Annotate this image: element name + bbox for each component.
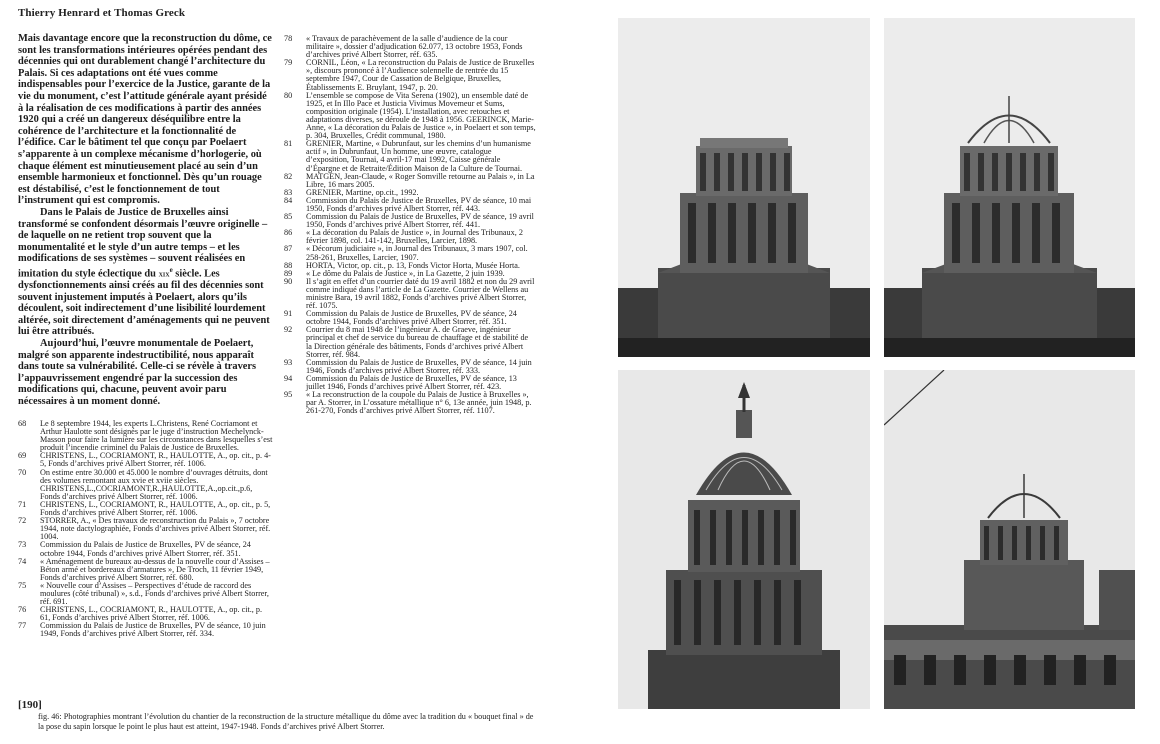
footnotes-right xyxy=(284,35,536,415)
footnote-text: Le 8 septembre 1944, les experts L.Christens, René Cocriamont et Arthur Haulotte sont désignés par le juge d’instruction Mechelynck-Masson pour faire la lumière sur les circonstances dans lesquelles s’est produit l’incendie criminel du Palais de Justice de Bruxelles. xyxy=(40,419,273,453)
footnote-number: 90 xyxy=(284,276,293,286)
footnote xyxy=(284,213,536,229)
footnote-number: 88 xyxy=(284,260,293,270)
footnote-text: CHRISTENS, L., COCRIAMONT, R., HAULOTTE, A., op. cit., p. 61, Fonds d’archives privé Albert Storrer, réf. 1006. xyxy=(40,605,263,623)
footnote-text: GRENIER, Martine, « Dubrunfaut, sur les chemins d’un humanisme actif », in Dubrunfaut, Un homme, une œuvre, catalogue d’exposition, Tournai, 4 avril-17 mai 1992, Caisse générale d’Épargne et de Retraite/Édition Maison de la Culture de Tournai. xyxy=(306,139,531,173)
footnote-number: 85 xyxy=(284,212,293,222)
footnote xyxy=(284,92,536,141)
footnote-number: 76 xyxy=(18,605,27,615)
footnote xyxy=(284,173,536,189)
footnote xyxy=(284,140,536,172)
footnote-text: Commission du Palais de Justice de Bruxelles, PV de séance, 10 juin 1949, Fonds d’archives privé Albert Storrer, réf. 334. xyxy=(40,621,266,639)
footnote-text: Il s’agit en effet d’un courrier daté du 19 avril 1882 et non du 29 avril comme indiqué dans l’article de La Gazette. Courrier de Wellens au ministre Bara, 19 avril 1882, Fonds d’archives privé Albert Storrer, réf. 1075. xyxy=(306,276,535,311)
footnote-text: On estime entre 30.000 et 45.000 le nombre d’ouvrages détruits, dont des volumes remontant aux xvie et xviie siècles. CHRISTENS,L.,COCRIAMONT,R.,HAULOTTE,A.,op.cit.,p.6, Fonds d’archives privé Albert Storrer, réf. 1006. xyxy=(40,467,268,501)
footnote-text: « La reconstruction de la coupole du Palais de Justice à Bruxelles », par A. Storrer, in L’ossature métallique n° 6, 13e année, juin 1948, p. 261-270, Fonds d’archives privé Albert Storrer, réf. 1107. xyxy=(306,390,532,416)
footnote-number: 77 xyxy=(18,621,27,631)
footnote-number: 83 xyxy=(284,187,293,197)
footnote-number: 78 xyxy=(284,34,293,43)
footnote xyxy=(18,452,273,468)
photo-dome-stage-3 xyxy=(618,370,870,709)
body-paragraph-2-end: siècle. Les dysfonctionnements ainsi créés au fil des décennies sont souvent injustement imputés à Poelaert, alors qu’ils découlent, soit indirectement d’une lisibilité lourdement altérée, soit directement d’aménagements qui ne peuvent lui être attribués. xyxy=(18,268,270,338)
footnote-number: 71 xyxy=(18,499,27,509)
footnote-text: HORTA, Victor, op. cit., p. 13, Fonds Victor Horta, Musée Horta. xyxy=(306,260,520,270)
footnote-number: 80 xyxy=(284,90,293,100)
footnote-number: 74 xyxy=(18,556,27,566)
footnote xyxy=(18,622,273,638)
footnote-text: « Le dôme du Palais de Justice », in La Gazette, 2 juin 1939. xyxy=(306,268,505,278)
footnote-number: 82 xyxy=(284,171,293,181)
footnote xyxy=(284,229,536,245)
footnote-number: 75 xyxy=(18,580,27,590)
footnote-text: Courrier du 8 mai 1948 de l’ingénieur A. de Graeve, ingénieur principal et chef de service du bureau de chauffage et de stabilité de la Direction générale des bâtiments, Fonds d’archives privé Albert Storrer, réf. 984. xyxy=(306,325,529,359)
footnote-text: CHRISTENS, L., COCRIAMONT, R., HAULOTTE, A., op. cit., p. 4-5, Fonds d’archives privé Albert Storrer, réf. 1006. xyxy=(40,451,271,469)
footnote-number: 69 xyxy=(18,451,27,461)
footnote-number: 93 xyxy=(284,357,293,367)
footnote-text: « Aménagement de bureaux au-dessus de la nouvelle cour d’Assises – Béton armé et bordereaux d’armatures », De Troch, 11 février 1949, Fonds d’archives privé Albert Storrer, réf. 680. xyxy=(40,556,270,582)
footnote-text: « Nouvelle cour d’Assises – Perspectives d’étude de raccord des moulures (côté tribunal) », s.d., Fonds d’archives privé Albert Storrer, réf. 691. xyxy=(40,580,269,607)
footnote xyxy=(284,59,536,91)
footnote xyxy=(284,35,536,59)
footnote-number: 86 xyxy=(284,228,293,238)
running-head: Thierry Henrard et Thomas Greck xyxy=(18,7,186,19)
footnote-text: « La décoration du Palais de Justice », in Journal des Tribunaux, 2 février 1898, col. 141-142, Bruxelles, Larcier, 1898. xyxy=(306,228,523,246)
footnote-text: MATGEN, Jean-Claude, « Roger Somville retourne au Palais », in La Libre, 16 mars 2005. xyxy=(306,171,535,189)
footnote-text: CORNIL, Léon, « La reconstruction du Palais de Justice de Bruxelles », discours prononcé à l’Audience solennelle de rentrée du 15 septembre 1947, Cour de Cassation de Belgique, Bruxelles, Établissements E. Bruylant, 1947, p. 20. xyxy=(306,58,535,92)
footnote-number: 94 xyxy=(284,373,293,383)
century-superscript: e xyxy=(169,265,173,274)
footnote-text: Commission du Palais de Justice de Bruxelles, PV de séance, 10 mai 1950, Fonds d’archives privé Albert Storrer, réf. 443. xyxy=(306,195,532,213)
photo-dome-stage-2 xyxy=(884,18,1135,357)
page-number: [190] xyxy=(18,699,42,711)
footnote-number: 70 xyxy=(18,467,27,477)
footnote-text: « Décorum judiciaire », in Journal des Tribunaux, 3 mars 1907, col. 258-261, Bruxelles, Larcier, 1907. xyxy=(306,244,528,262)
figure-caption: fig. 46: Photographies montrant l’évolution du chantier de la reconstruction de la structure métallique du dôme avec la tradition du « bouquet final » de la pose du sapin lorsque le point le plus haut est atteint, 1947-1948. Fonds d’archives privé Albert Storrer. xyxy=(38,712,534,731)
footnote-number: 79 xyxy=(284,58,293,68)
footnote xyxy=(18,582,273,606)
body-paragraph-1: Mais davantage encore que la reconstruction du dôme, ce sont les transformations intérieures opérées pendant des décennies qui ont durablement changé l’architecture du Palais. Si ces adaptations ont été vues comme indispensables pour l’exercice de la Justice, garante de la vie du monument, c’est l’attitude générale ayant présidé à la réalisation de ces modifications à partir des années 1920 qui a créé un dangereux déséquilibre entre la cohérence de l’architecture et la fonctionnalité de l’édifice. Car le bâtiment tel que conçu par Poelaert s’apparente à un complexe mécanisme d’horlogerie, où chaque élément est minutieusement placé au sein d’un ensemble harmonieux et fonctionnel. Dès qu’un rouage est déstabilisé, c’est le fonctionnement de tout l’instrument qui est compromis. xyxy=(18,33,272,207)
footnote xyxy=(18,606,273,622)
footnote-number: 72 xyxy=(18,516,27,526)
footnote-text: Commission du Palais de Justice de Bruxelles, PV de séance, 24 octobre 1944, Fonds d’archives privé Albert Storrer, réf. 351. xyxy=(306,309,517,327)
footnote-number: 89 xyxy=(284,268,293,278)
body-paragraph-3: Aujourd’hui, l’œuvre monumentale de Poelaert, malgré son apparente indestructibilité, nous apparaît dans toute sa vulnérabilité. Celle-ci se révèle à travers l’appauvrissement engendré par la succession des modifications qui, chacune, peuvent avoir paru nécessaires à un moment donné. xyxy=(18,337,257,407)
footnote xyxy=(284,310,536,326)
footnote xyxy=(284,197,536,213)
footnote-text: « Travaux de parachèvement de la salle d’audience de la cour militaire », dossier d’adjudication 62.077, 13 octobre 1953, Fonds d’archives privé Albert Storrer, réf. 635. xyxy=(306,34,523,60)
footnote-text: GRENIER, Martine, op.cit., 1992. xyxy=(306,187,419,197)
footnote xyxy=(18,469,273,501)
footnote-text: Commission du Palais de Justice de Bruxelles, PV de séance, 19 avril 1950, Fonds d’archives privé Albert Storrer, réf. 441. xyxy=(306,212,534,230)
footnote-number: 84 xyxy=(284,195,293,205)
footnote-number: 87 xyxy=(284,244,293,254)
footnote-number: 91 xyxy=(284,309,293,319)
footnote-number: 68 xyxy=(18,419,27,428)
century-numeral: xix xyxy=(158,268,170,279)
footnote xyxy=(284,278,536,310)
footnote xyxy=(18,420,273,452)
footnote-number: 92 xyxy=(284,325,293,335)
body-text xyxy=(18,33,273,407)
photo-dome-stage-4 xyxy=(884,370,1135,709)
footnote xyxy=(284,326,536,358)
footnote xyxy=(284,375,536,391)
footnote xyxy=(18,517,273,541)
footnote-text: Commission du Palais de Justice de Bruxelles, PV de séance, 24 octobre 1944, Fonds d’archives privé Albert Storrer, réf. 351. xyxy=(40,540,251,558)
footnote xyxy=(284,359,536,375)
footnote-text: L’ensemble se compose de Vita Serena (1902), un ensemble daté de 1925, et In Illo Pace et Justicia Vivimus Movemeur et Sums, composition originale (1954). L’installation, avec retouches et adaptations diverses, se déroule de 1948 à 1956. GEERINCK, Marie-Anne, « La décoration du Palais de Justice », in Poelaert et son temps, p. 304, Bruxelles, Crédit communal, 1980. xyxy=(306,90,536,141)
footnote xyxy=(18,558,273,582)
footnote xyxy=(284,391,536,415)
footnote xyxy=(18,541,273,557)
footnote xyxy=(18,501,273,517)
body-paragraph-2 xyxy=(18,207,273,338)
footnote xyxy=(284,245,536,261)
footnote-number: 73 xyxy=(18,540,27,550)
footnote-text: Commission du Palais de Justice de Bruxelles, PV de séance, 14 juin 1946, Fonds d’archives privé Albert Storrer, réf. 333. xyxy=(306,357,532,375)
footnote-text: CHRISTENS, L., COCRIAMONT, R., HAULOTTE, A., op. cit., p. 5, Fonds d’archives privé Albert Storrer, réf. 1006. xyxy=(40,499,271,518)
footnote-text: STORRER, A., « Des travaux de reconstruction du Palais », 7 octobre 1944, note dactylographiée, Fonds d’archives privé Albert Storrer, réf. 1004. xyxy=(40,516,271,542)
photo-dome-stage-1 xyxy=(618,18,870,357)
footnote-number: 81 xyxy=(284,139,293,149)
body-paragraph-2-start: Dans le Palais de Justice de Bruxelles ainsi transformé se confondent désormais l’œuvre originelle – de laquelle on ne retient trop souvent que la monumentalité et le style d’un autre temps – et les modifications de ses systèmes – souvent réalisées en imitation du style éclectique du xyxy=(18,206,268,280)
footnote-text: Commission du Palais de Justice de Bruxelles, PV de séance, 13 juillet 1946, Fonds d’archives privé Albert Storrer, réf. 423. xyxy=(306,373,517,392)
footnotes-left xyxy=(18,420,273,639)
footnote-number: 95 xyxy=(284,390,293,400)
